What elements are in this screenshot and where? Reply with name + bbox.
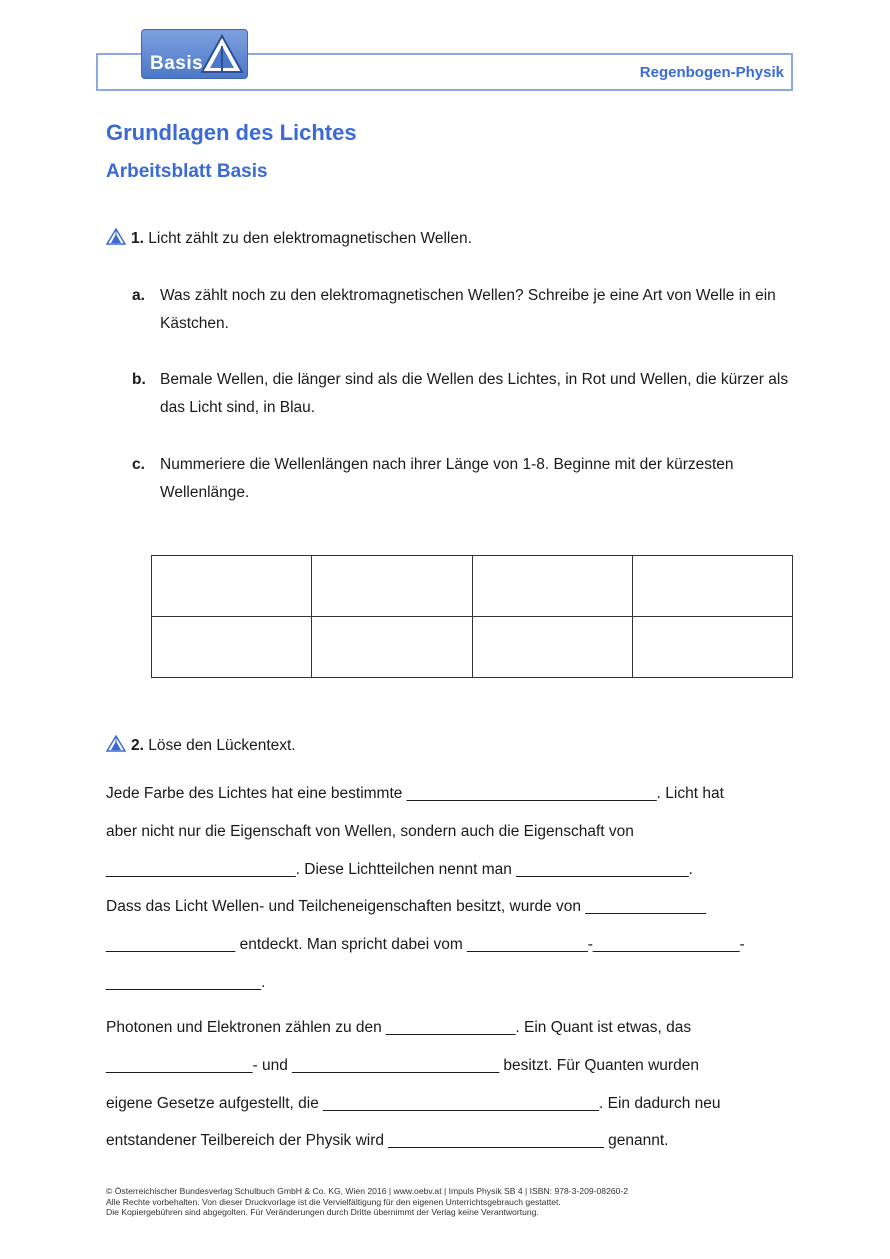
answer-box[interactable] xyxy=(632,556,792,617)
basis-level-icon xyxy=(106,228,126,250)
page-subtitle: Arbeitsblatt Basis xyxy=(106,161,268,182)
cloze-line: ______________________. Diese Lichtteilchen nennt man ____________________. xyxy=(106,860,693,878)
cloze-line: Dass das Licht Wellen- und Teilcheneigenschaften besitzt, wurde von ______________ xyxy=(106,898,707,916)
task-2-number: 2. xyxy=(131,737,144,754)
basis-logo xyxy=(141,29,248,79)
cloze-line: aber nicht nur die Eigenschaft von Wellen, sondern auch die Eigenschaft von xyxy=(106,822,634,840)
cloze-line: Photonen und Elektronen zählen zu den _______________. Ein Quant ist etwas, das xyxy=(106,1018,692,1036)
footer-line: © Österreichischer Bundesverlag Schulbuch GmbH & Co. KG, Wien 2016 | www.oebv.at | Impuls Physik SB 4 | ISBN: 978-3-209-08260-2 xyxy=(106,1186,629,1196)
answer-box[interactable] xyxy=(632,617,792,678)
task-1a xyxy=(132,282,792,338)
task-2-heading xyxy=(106,735,296,757)
answer-box[interactable] xyxy=(472,617,632,678)
cloze-line: entstandener Teilbereich der Physik wird _________________________ genannt. xyxy=(106,1132,669,1150)
task-1b xyxy=(132,366,792,422)
answer-box[interactable] xyxy=(152,556,312,617)
footer-line: Die Kopiergebühren sind abgegolten. Für Veränderungen durch Dritte übernimmt der Verlag keine Verantwortung. xyxy=(106,1207,539,1217)
task-1-text: Licht zählt zu den elektromagnetischen Wellen. xyxy=(148,230,472,247)
cloze-line: __________________. xyxy=(106,973,266,991)
footer-line: Alle Rechte vorbehalten. Von dieser Druckvorlage ist die Vervielfältigung für den eigenen Unterrichtsgebrauch gestattet. xyxy=(106,1196,561,1207)
task-2-text: Löse den Lückentext. xyxy=(148,737,296,754)
task-1c-text: Nummeriere die Wellenlängen nach ihrer Länge von 1-8. Beginne mit der kürzesten Wellenlänge. xyxy=(160,456,734,501)
task-1-heading xyxy=(106,228,472,250)
answer-box[interactable] xyxy=(472,556,632,617)
cloze-line: Jede Farbe des Lichtes hat eine bestimmte _____________________________. Licht hat xyxy=(106,785,724,802)
task-1a-text: Was zählt noch zu den elektromagnetischen Wellen? Schreibe je eine Art von Welle in ein Kästchen. xyxy=(160,287,776,332)
logo-text: Basis xyxy=(150,53,204,74)
task-1a-label: a. xyxy=(132,287,145,304)
brand-label: Regenbogen-Physik xyxy=(639,64,784,81)
triangle-logo-icon xyxy=(200,34,244,74)
answer-box[interactable] xyxy=(312,556,472,617)
task-1b-text: Bemale Wellen, die länger sind als die Wellen des Lichtes, in Rot und Wellen, die kürzer als das Licht sind, in Blau. xyxy=(160,371,789,416)
cloze-line: _______________ entdeckt. Man spricht dabei vom ______________-_________________- xyxy=(106,936,745,954)
copyright-footer xyxy=(106,1186,628,1218)
task-1c xyxy=(132,451,792,507)
cloze-text xyxy=(106,780,796,1165)
wave-answer-grid xyxy=(151,555,793,678)
basis-level-icon xyxy=(106,735,126,757)
cloze-line: _________________- und ________________________ besitzt. Für Quanten wurden xyxy=(106,1056,699,1074)
answer-box[interactable] xyxy=(152,617,312,678)
page-title: Grundlagen des Lichtes xyxy=(106,120,357,145)
task-1-number: 1. xyxy=(131,230,144,247)
answer-box[interactable] xyxy=(312,617,472,678)
task-1b-label: b. xyxy=(132,371,146,388)
cloze-line: eigene Gesetze aufgestellt, die ________________________________. Ein dadurch neu xyxy=(106,1094,721,1112)
task-1c-label: c. xyxy=(132,456,145,473)
